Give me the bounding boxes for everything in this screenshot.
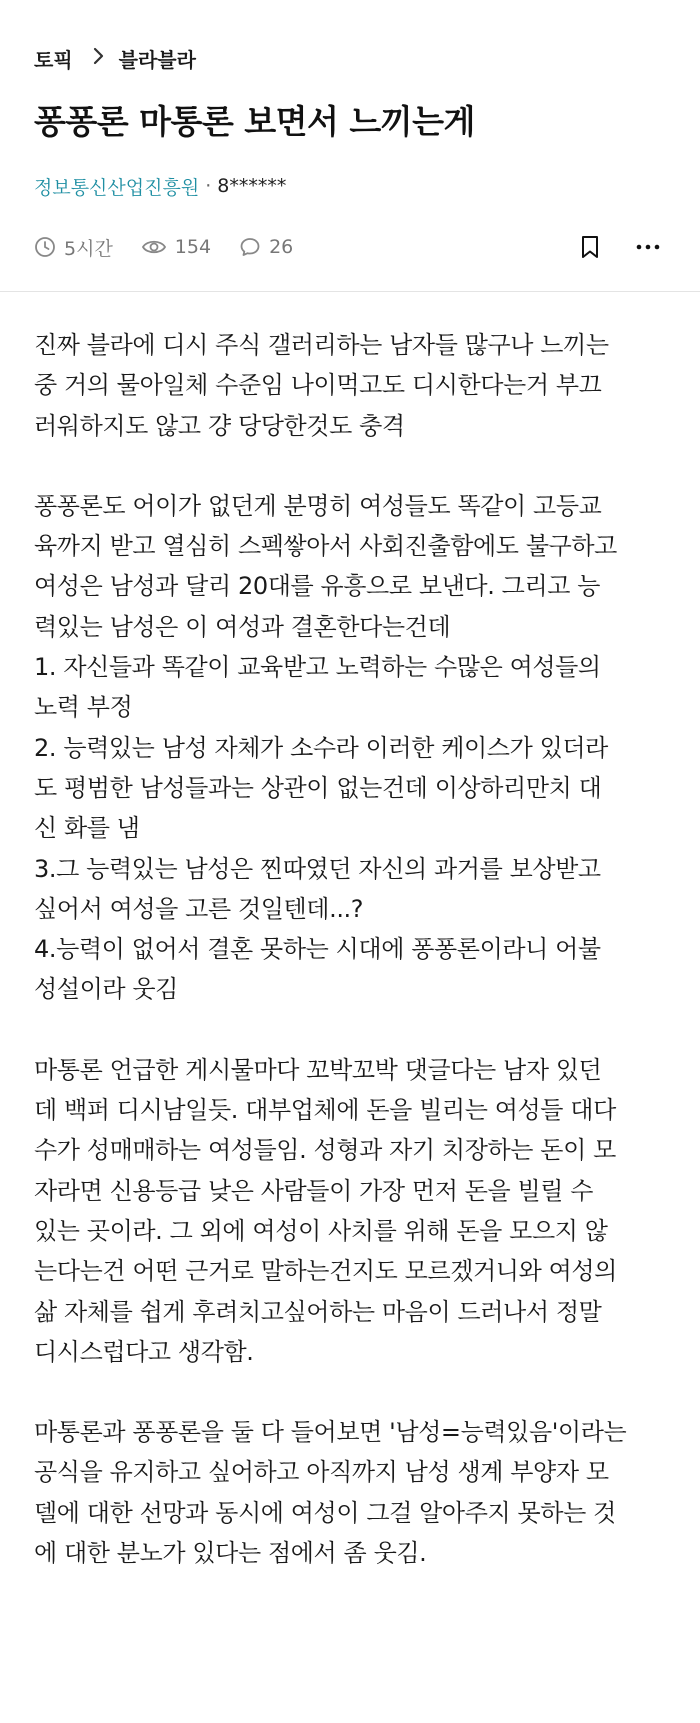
body-paragraph: 마통론과 퐁퐁론을 둘 다 들어보면 '남성=능력있음'이라는 공식을 유지하고 싶어하고 아직까지 남성 생계 부양자 모 델에 대한 선망과 동시에 여성이 그걸 알아주지 못하는 것 에 대한 분노가 있다는 점에서 좀 웃김. — [34, 1418, 627, 1568]
chevron-right-icon — [93, 46, 105, 70]
post-title: 퐁퐁론 마통론 보면서 느끼는게 — [34, 102, 475, 141]
comment-icon — [239, 236, 261, 258]
body-paragraph: 진짜 블라에 디시 주식 갤러리하는 남자들 많구나 느끼는 중 거의 물아일체 수준임 나이먹고도 디시한다는거 부끄 러워하지도 않고 걍 당당한것도 충격 — [34, 331, 609, 440]
bookmark-button[interactable] — [572, 229, 608, 265]
more-icon — [636, 243, 660, 251]
author-id: 8****** — [217, 175, 287, 197]
comments-count: 26 — [269, 236, 294, 258]
more-button[interactable] — [630, 229, 666, 265]
body-paragraph: 마통론 언급한 게시물마다 꼬박꼬박 댓글다는 남자 있던 데 백퍼 디시남일듯. 대부업체에 돈을 빌리는 여성들 대다 수가 성매매하는 여성들임. 성형과 자기 치장하는 돈이 모 자라면 신용등급 낮은 사람들이 가장 먼저 돈을 빌릴 수 있는 곳이라. 그 외에 여성이 사치를 위해 돈을 모으지 않 는다는건 어떤 근거로 말하는건지도 모르겠거니와 여성의 삶 자체를 쉽게 후려치고싶어하는 마음이 드러나서 정말 디시스럽다고 생각함. — [34, 1055, 617, 1366]
header-divider — [0, 291, 700, 292]
views-count: 154 — [174, 236, 212, 258]
breadcrumb — [34, 43, 666, 73]
breadcrumb-topic[interactable]: 토픽 — [34, 47, 73, 72]
post-body — [0, 325, 700, 1573]
comments-stat — [239, 236, 293, 258]
eye-icon — [141, 237, 167, 257]
author-info — [34, 171, 666, 201]
time-stat — [34, 234, 113, 261]
post-header — [0, 43, 700, 265]
clock-icon — [34, 236, 56, 258]
time-label: 5시간 — [64, 237, 113, 260]
separator-dot: · — [205, 175, 212, 197]
bookmark-icon — [580, 235, 600, 259]
post-stats — [34, 229, 666, 265]
views-stat — [141, 236, 211, 258]
body-paragraph: 퐁퐁론도 어이가 없던게 분명히 여성들도 똑같이 고등교 육까지 받고 열심히 스펙쌓아서 사회진출함에도 불구하고 여성은 남성과 달리 20대를 유흥으로 보낸다. 그리고 능 력있는 남성은 이 여성과 결혼한다는건데 1. 자신들과 똑같이 교육받고 노력하는 수많은 여성들의 노력 부정 2. 능력있는 남성 자체가 소수라 이러한 케이스가 있더라 도 평범한 남성들과는 상관이 없는건데 이상하리만치 대 신 화를 냄 3.그 능력있는 남성은 찐따였던 자신의 과거를 보상받고 싶어서 여성을 고른 것일텐데...? 4.능력이 없어서 결혼 못하는 시대에 퐁퐁론이라니 어불 성설이라 웃김 — [34, 491, 617, 1004]
author-company[interactable]: 정보통신산업진흥원 — [34, 176, 200, 199]
breadcrumb-board[interactable]: 블라블라 — [118, 47, 196, 72]
